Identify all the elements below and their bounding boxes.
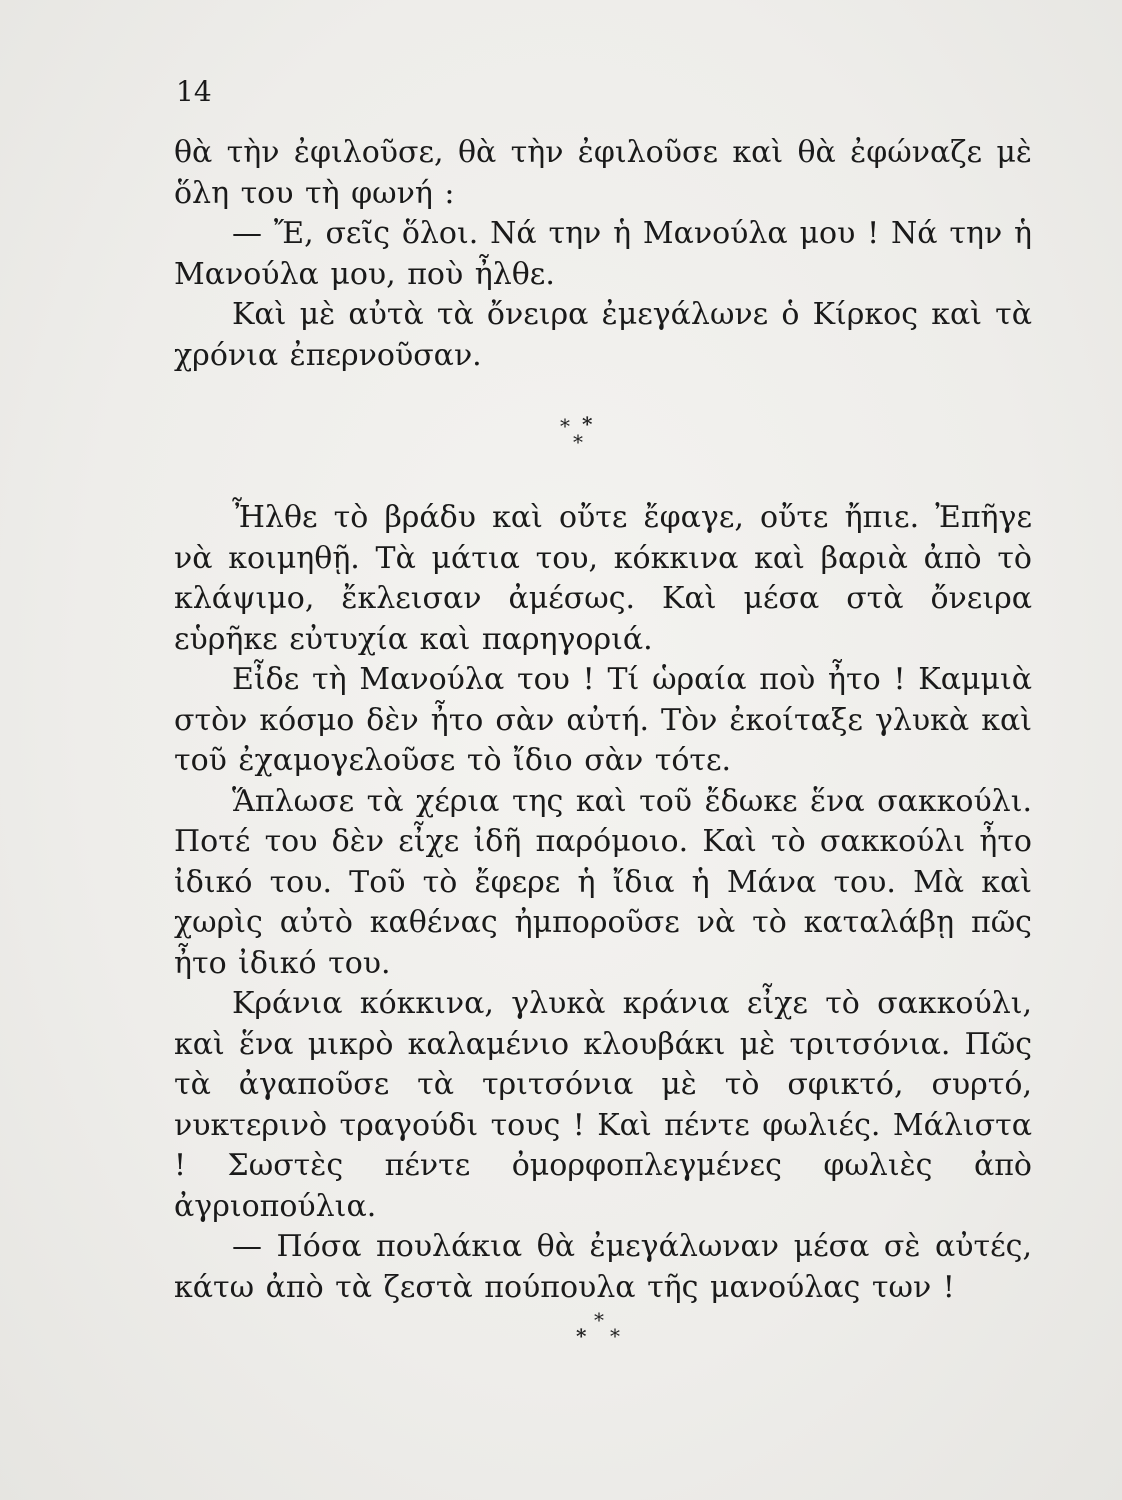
- paragraph: Κράνια κόκκινα, γλυκὰ κράνια εἶχε τὸ σακκούλι, καὶ ἕνα μικρὸ καλαμένιο κλουβάκι μὲ τριτσόνια. Πῶς τὰ ἀγαποῦσε τὰ τριτσόνια μὲ τὸ σφικτό, συρτό, νυκτερινὸ τραγούδι τους ! Καὶ πέντε φωλιές. Μάλιστα ! Σωστὲς πέντε ὀμορφοπλεγμένες φωλιὲς ἀπὸ ἀγριοπούλια.: [174, 986, 1032, 1224]
- asterisk: *: [560, 414, 570, 438]
- paragraph: Καὶ μὲ αὐτὰ τὰ ὄνειρα ἐμεγάλωνε ὁ Κίρκος καὶ τὰ χρόνια ἐπερνοῦσαν.: [174, 297, 1032, 373]
- paragraph: Ἅπλωσε τὰ χέρια της καὶ τοῦ ἔδωκε ἕνα σακκούλι. Ποτέ του δὲν εἶχε ἰδῆ παρόμοιο. Καὶ τὸ σακκούλι ἦτο ἰδικό του. Τοῦ τὸ ἔφερε ἡ ἴδια ἡ Μάνα του. Μὰ καὶ χωρὶς αὐτὸ καθένας ἠμποροῦσε νὰ τὸ καταλάβῃ πῶς ἦτο ἰδικό του.: [174, 783, 1032, 981]
- asterisk: *: [594, 1308, 604, 1332]
- section-separator-asterisks: [560, 412, 600, 456]
- section-2-text: [174, 498, 1032, 1308]
- paragraph: — Ἔ, σεῖς ὅλοι. Νά την ἡ Μανούλα μου ! Νά την ἡ Μανούλα μου, ποὺ ἦλθε.: [174, 216, 1032, 292]
- paragraph: Εἶδε τὴ Μανούλα του ! Τί ὡραία ποὺ ἦτο ! Καμμιὰ στὸν κόσμο δὲν ἦτο σὰν αὐτή. Τὸν ἐκοίταξε γλυκὰ καὶ τοῦ ἐχαμογελοῦσε τὸ ἴδιο σὰν τότε.: [174, 662, 1032, 778]
- paragraph: Ἦλθε τὸ βράδυ καὶ οὔτε ἔφαγε, οὔτε ἤπιε. Ἐπῆγε νὰ κοιμηθῇ. Τὰ μάτια του, κόκκινα καὶ βαριὰ ἀπὸ τὸ κλάψιμο, ἔκλεισαν ἀμέσως. Καὶ μέσα στὰ ὄνειρα εὑρῆκε εὐτυχία καὶ παρηγοριά.: [174, 500, 1032, 657]
- paragraph: — Πόσα πουλάκια θὰ ἐμεγάλωναν μέσα σὲ αὐτές, κάτω ἀπὸ τὰ ζεστὰ πούπουλα τῆς μανούλας των !: [174, 1229, 1032, 1305]
- asterisk: *: [576, 1324, 587, 1348]
- asterisk: *: [582, 412, 593, 436]
- asterisk: *: [573, 430, 583, 454]
- paragraph: θὰ τὴν ἐφιλοῦσε, θὰ τὴν ἐφιλοῦσε καὶ θὰ ἐφώναζε μὲ ὅλη του τὴ φωνή :: [174, 135, 1032, 211]
- section-1-text: [174, 133, 1032, 376]
- asterisk: *: [610, 1324, 620, 1348]
- page-number: 14: [176, 75, 212, 108]
- section-separator-asterisks: [568, 1308, 620, 1350]
